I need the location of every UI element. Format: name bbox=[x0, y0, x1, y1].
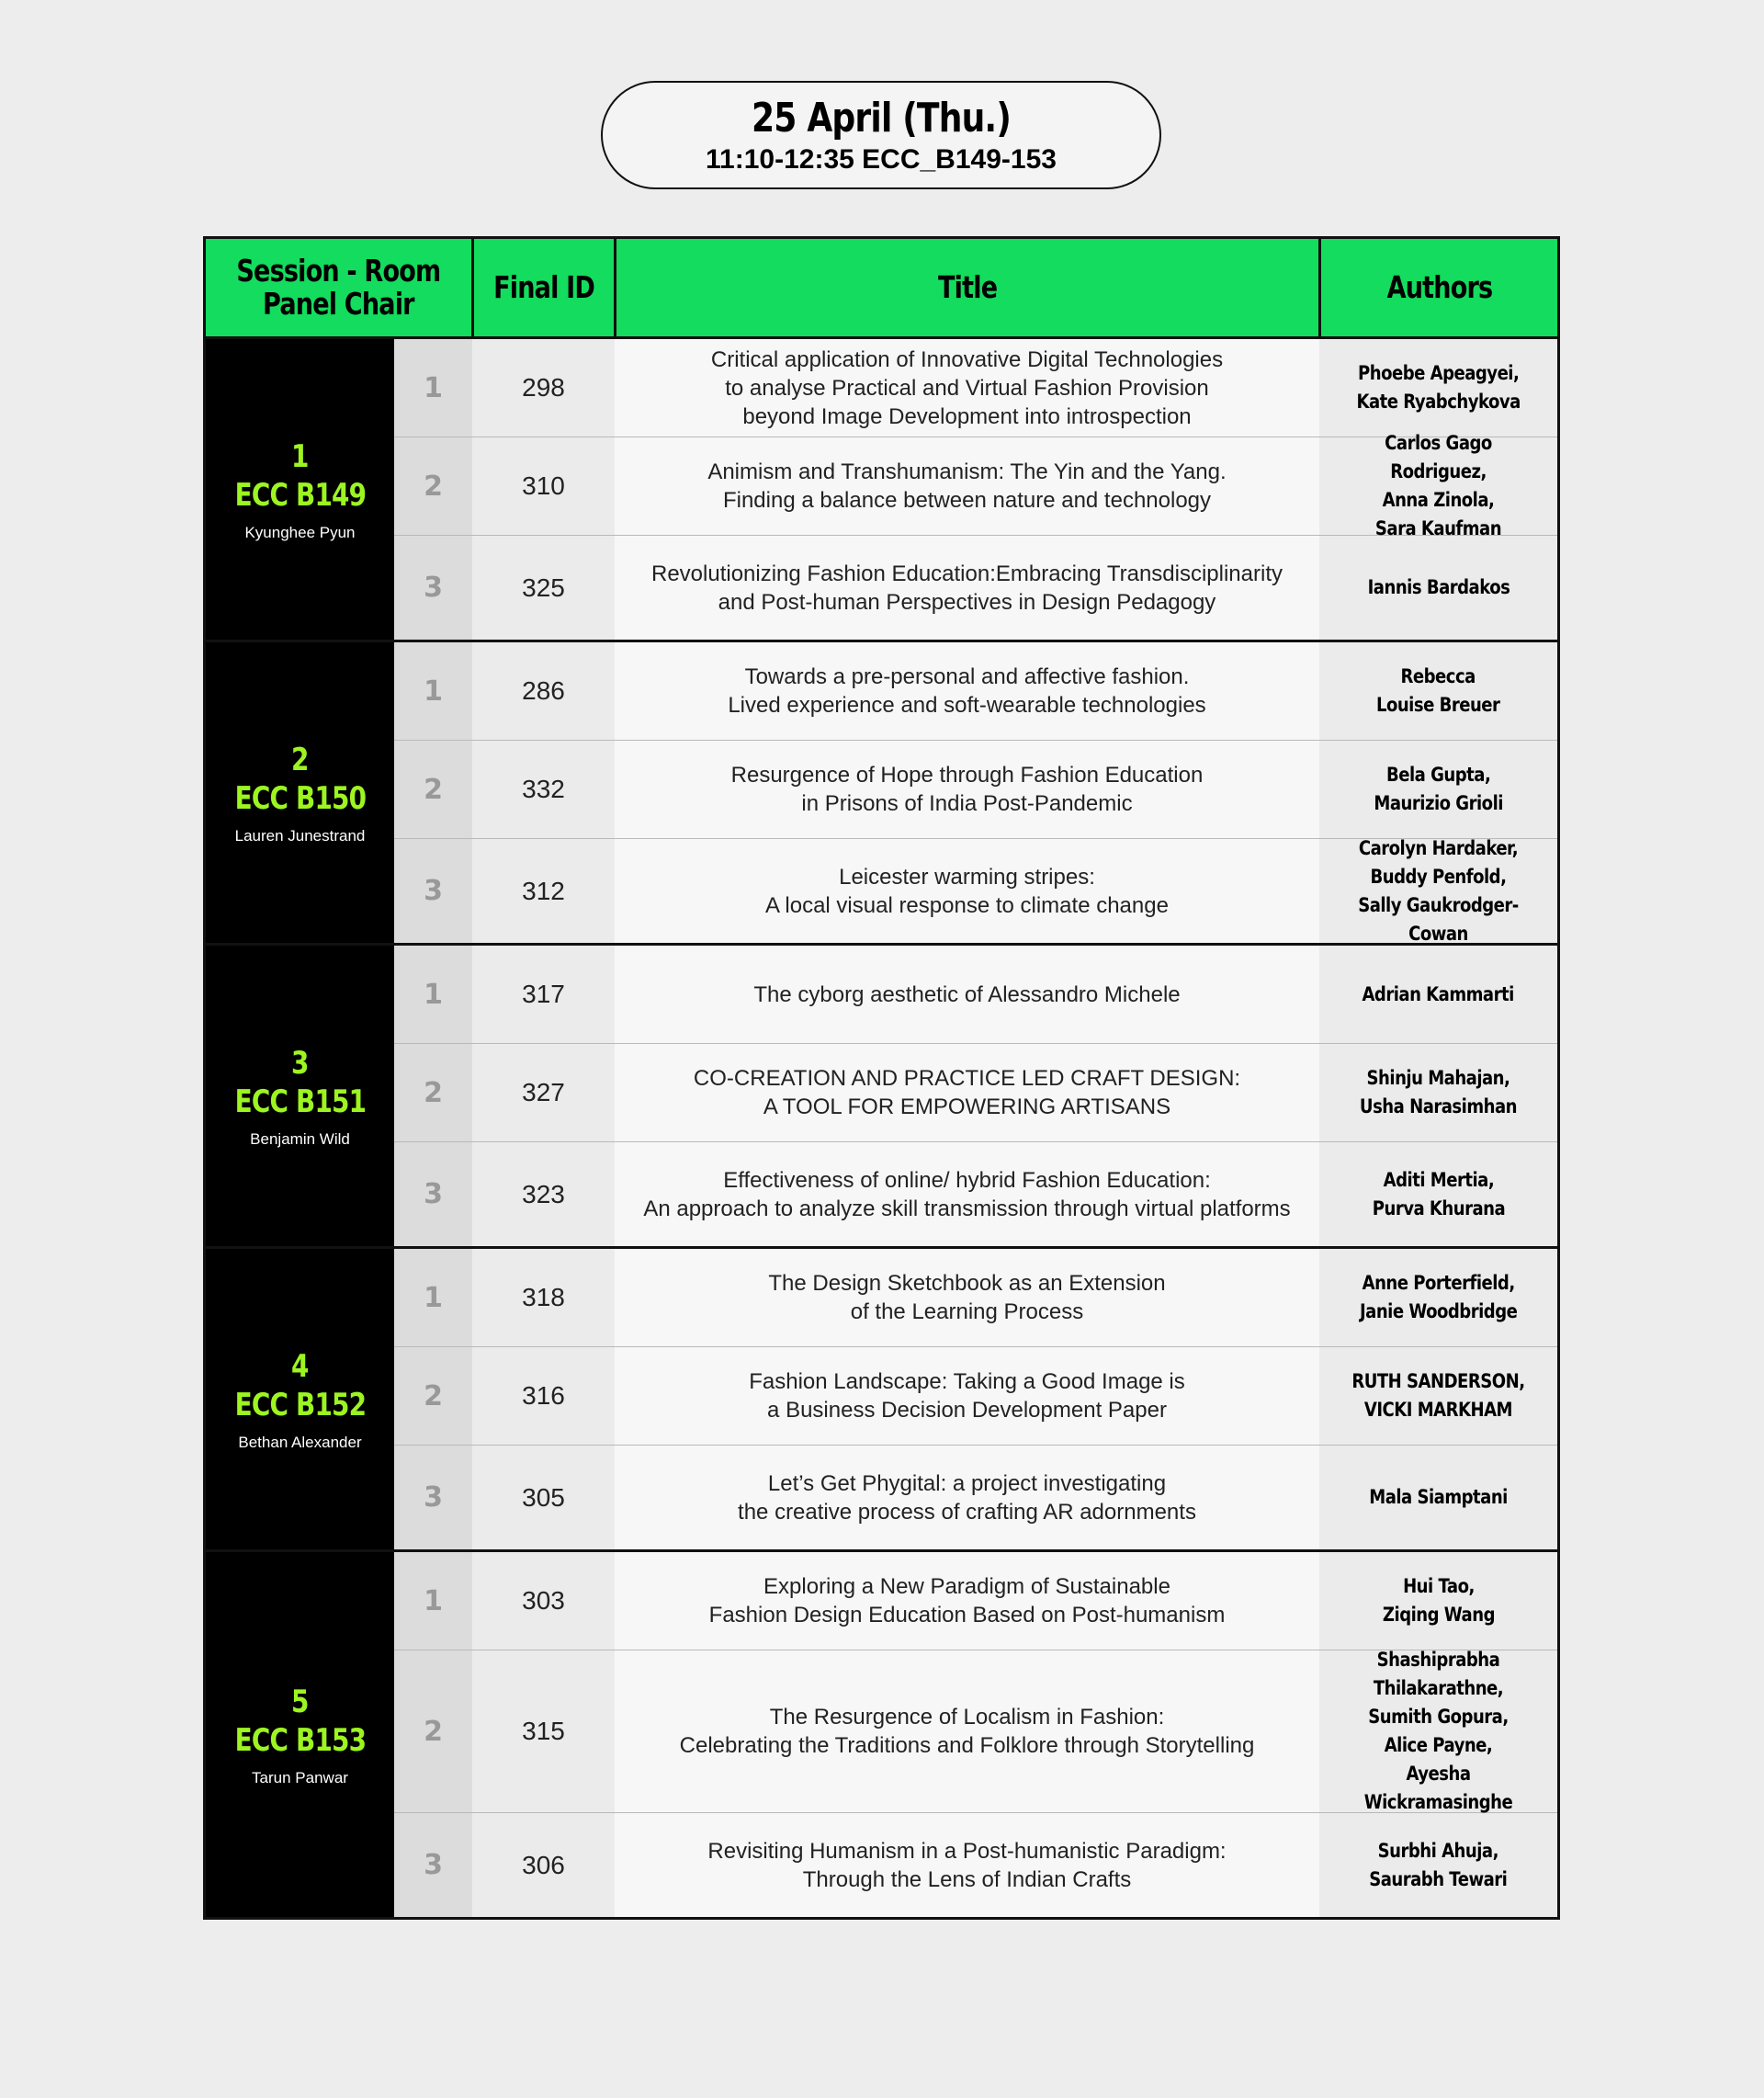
session-info-cell bbox=[206, 1249, 394, 1549]
paper-authors: Hui Tao, Ziqing Wang bbox=[1382, 1575, 1495, 1626]
paper-list bbox=[394, 642, 1557, 943]
paper-order: 2 bbox=[424, 1715, 443, 1748]
final-id: 318 bbox=[522, 1283, 565, 1311]
final-id-cell bbox=[472, 839, 615, 943]
paper-title: Leicester warming stripes: A local visual response to climate change bbox=[765, 864, 1169, 918]
final-id-cell bbox=[472, 1249, 615, 1346]
paper-title-cell bbox=[615, 946, 1319, 1043]
final-id: 327 bbox=[522, 1078, 565, 1106]
final-id-cell bbox=[472, 1446, 615, 1549]
paper-order-cell bbox=[394, 1650, 472, 1812]
paper-order: 3 bbox=[424, 1178, 443, 1210]
paper-list bbox=[394, 339, 1557, 640]
table-row bbox=[394, 836, 1557, 945]
session-room: ECC B149 bbox=[234, 476, 366, 514]
paper-authors-cell bbox=[1319, 1552, 1557, 1650]
table-row bbox=[394, 1813, 1557, 1917]
header-date: 25 April (Thu.) bbox=[752, 95, 1011, 142]
paper-title: CO-CREATION AND PRACTICE LED CRAFT DESIGN: A TOOL FOR EMPOWERING ARTISANS bbox=[693, 1066, 1241, 1119]
paper-authors-cell bbox=[1319, 1044, 1557, 1141]
final-id-cell bbox=[472, 536, 615, 640]
table-header-row bbox=[206, 239, 1557, 336]
final-id: 312 bbox=[522, 876, 565, 905]
table-row bbox=[394, 1044, 1557, 1142]
paper-authors-cell bbox=[1319, 1813, 1557, 1917]
final-id-cell bbox=[472, 1142, 615, 1246]
final-id: 298 bbox=[522, 373, 565, 402]
table-row bbox=[394, 1552, 1557, 1650]
paper-order: 1 bbox=[424, 1281, 443, 1314]
paper-title-cell bbox=[615, 642, 1319, 740]
paper-order-cell bbox=[394, 536, 472, 640]
column-header-session-label: Session - Room Panel Chair bbox=[236, 253, 441, 322]
session-list bbox=[206, 336, 1557, 1917]
paper-title-cell bbox=[615, 1044, 1319, 1141]
paper-title: Revisiting Humanism in a Post-humanistic Paradigm: Through the Lens of Indian Crafts bbox=[707, 1838, 1227, 1892]
paper-order-cell bbox=[394, 1813, 472, 1917]
final-id-cell bbox=[472, 339, 615, 437]
paper-authors: Bela Gupta, Maurizio Grioli bbox=[1374, 764, 1503, 814]
paper-title-cell bbox=[615, 437, 1319, 535]
paper-authors: Carlos Gago Rodriguez, Anna Zinola, Sara Kaufman bbox=[1374, 432, 1502, 539]
final-id: 306 bbox=[522, 1850, 565, 1879]
table-row bbox=[394, 1347, 1557, 1446]
paper-title-cell bbox=[615, 1347, 1319, 1445]
column-header-title bbox=[616, 239, 1321, 336]
paper-order-cell bbox=[394, 1446, 472, 1549]
paper-authors-cell bbox=[1319, 339, 1557, 437]
session-block bbox=[206, 1246, 1557, 1549]
paper-title-cell bbox=[615, 1650, 1319, 1812]
paper-title: The cyborg aesthetic of Alessandro Michele bbox=[753, 981, 1181, 1007]
paper-order: 1 bbox=[424, 675, 443, 708]
final-id: 317 bbox=[522, 980, 565, 1008]
paper-order: 2 bbox=[424, 1379, 443, 1412]
session-room: ECC B153 bbox=[234, 1721, 366, 1759]
final-id-cell bbox=[472, 642, 615, 740]
paper-authors: Mala Siamptani bbox=[1369, 1486, 1508, 1508]
column-header-authors-label: Authors bbox=[1386, 269, 1492, 305]
final-id-cell bbox=[472, 437, 615, 535]
final-id: 310 bbox=[522, 471, 565, 500]
final-id: 286 bbox=[522, 676, 565, 705]
column-header-final-id-label: Final ID bbox=[493, 269, 594, 305]
paper-order-cell bbox=[394, 1142, 472, 1246]
table-row bbox=[394, 1650, 1557, 1813]
paper-title-cell bbox=[615, 339, 1319, 437]
final-id: 303 bbox=[522, 1586, 565, 1615]
session-header bbox=[601, 81, 1161, 189]
session-number: 4 bbox=[291, 1347, 309, 1385]
table-row bbox=[394, 1249, 1557, 1347]
paper-list bbox=[394, 946, 1557, 1246]
paper-order-cell bbox=[394, 839, 472, 943]
final-id: 323 bbox=[522, 1179, 565, 1208]
paper-authors-cell bbox=[1319, 432, 1557, 539]
panel-chair: Tarun Panwar bbox=[252, 1768, 348, 1786]
paper-order-cell bbox=[394, 1249, 472, 1346]
paper-title: Revolutionizing Fashion Education:Embracing Transdisciplinarity and Post-human Perspectives in Design Pedagogy bbox=[650, 561, 1283, 615]
paper-order: 3 bbox=[424, 1849, 443, 1881]
final-id-cell bbox=[472, 1650, 615, 1812]
paper-title: Critical application of Innovative Digital Technologies to analyse Practical and Virtual Fashion Provision beyond Image Development into introspection bbox=[710, 346, 1224, 429]
final-id: 332 bbox=[522, 775, 565, 803]
paper-list bbox=[394, 1249, 1557, 1549]
paper-authors-cell bbox=[1319, 1347, 1557, 1445]
table-row bbox=[394, 432, 1557, 539]
paper-authors: Iannis Bardakos bbox=[1367, 576, 1510, 598]
final-id-cell bbox=[472, 1044, 615, 1141]
session-block bbox=[206, 336, 1557, 640]
session-room: ECC B152 bbox=[234, 1386, 366, 1423]
paper-authors-cell bbox=[1319, 836, 1557, 945]
final-id: 325 bbox=[522, 573, 565, 602]
paper-order: 1 bbox=[424, 371, 443, 404]
panel-chair: Lauren Junestrand bbox=[234, 826, 366, 845]
session-block bbox=[206, 1549, 1557, 1917]
paper-authors-cell bbox=[1319, 1142, 1557, 1246]
session-room: ECC B151 bbox=[234, 1083, 366, 1120]
paper-authors: Rebecca Louise Breuer bbox=[1376, 665, 1500, 716]
panel-chair: Benjamin Wild bbox=[250, 1129, 350, 1148]
paper-title: Effectiveness of online/ hybrid Fashion Education: An approach to analyze skill transmission through virtual platforms bbox=[643, 1167, 1291, 1221]
paper-order-cell bbox=[394, 1044, 472, 1141]
paper-authors: Anne Porterfield, Janie Woodbridge bbox=[1359, 1272, 1518, 1322]
table-row bbox=[394, 1142, 1557, 1246]
paper-title: Fashion Landscape: Taking a Good Image is a Business Decision Development Paper bbox=[749, 1369, 1185, 1423]
table-row bbox=[394, 1446, 1557, 1549]
session-info-cell bbox=[206, 642, 394, 943]
final-id: 305 bbox=[522, 1482, 565, 1512]
paper-authors: Phoebe Apeagyei, Kate Ryabchykova bbox=[1356, 362, 1521, 413]
schedule-table bbox=[203, 236, 1560, 1920]
paper-title-cell bbox=[615, 1446, 1319, 1549]
paper-order-cell bbox=[394, 1347, 472, 1445]
session-number: 5 bbox=[291, 1683, 309, 1720]
paper-order-cell bbox=[394, 339, 472, 437]
paper-authors-cell bbox=[1319, 1249, 1557, 1346]
session-number: 1 bbox=[291, 437, 309, 475]
session-info-cell bbox=[206, 946, 394, 1246]
final-id-cell bbox=[472, 741, 615, 838]
paper-order: 3 bbox=[424, 572, 443, 604]
paper-authors-cell bbox=[1319, 946, 1557, 1043]
final-id-cell bbox=[472, 946, 615, 1043]
paper-order: 3 bbox=[424, 875, 443, 907]
paper-authors: Adrian Kammarti bbox=[1362, 982, 1515, 1005]
session-info-cell bbox=[206, 339, 394, 640]
final-id-cell bbox=[472, 1347, 615, 1445]
paper-order: 2 bbox=[424, 470, 443, 503]
paper-order: 1 bbox=[424, 978, 443, 1011]
paper-title: Resurgence of Hope through Fashion Education in Prisons of India Post-Pandemic bbox=[730, 763, 1204, 816]
paper-authors-cell bbox=[1319, 741, 1557, 838]
paper-authors: Carolyn Hardaker, Buddy Penfold, Sally Gaukrodger-Cowan bbox=[1358, 836, 1519, 945]
paper-authors: Aditi Mertia, Purva Khurana bbox=[1372, 1168, 1505, 1219]
column-header-authors bbox=[1321, 239, 1557, 336]
paper-order: 3 bbox=[424, 1481, 443, 1514]
paper-authors-cell bbox=[1319, 1446, 1557, 1549]
paper-title: Towards a pre-personal and affective fashion. Lived experience and soft-wearable technologies bbox=[728, 664, 1206, 718]
paper-list bbox=[394, 1552, 1557, 1917]
session-room: ECC B150 bbox=[234, 779, 366, 817]
paper-order: 1 bbox=[424, 1584, 443, 1617]
paper-title-cell bbox=[615, 839, 1319, 943]
final-id-cell bbox=[472, 1552, 615, 1650]
paper-order: 2 bbox=[424, 1076, 443, 1109]
session-info-cell bbox=[206, 1552, 394, 1917]
paper-order-cell bbox=[394, 1552, 472, 1650]
panel-chair: Bethan Alexander bbox=[238, 1433, 362, 1451]
paper-title-cell bbox=[615, 536, 1319, 640]
paper-order-cell bbox=[394, 437, 472, 535]
paper-title: The Design Sketchbook as an Extension of the Learning Process bbox=[768, 1271, 1166, 1324]
paper-title: The Resurgence of Localism in Fashion: Celebrating the Traditions and Folklore through Storytelling bbox=[679, 1705, 1255, 1758]
paper-title: Animism and Transhumanism: The Yin and the Yang. Finding a balance between nature and technology bbox=[707, 459, 1227, 513]
table-row bbox=[394, 536, 1557, 640]
column-header-title-label: Title bbox=[937, 269, 998, 305]
paper-order-cell bbox=[394, 741, 472, 838]
paper-title-cell bbox=[615, 1813, 1319, 1917]
paper-authors-cell bbox=[1319, 1650, 1557, 1812]
session-number: 3 bbox=[291, 1044, 309, 1082]
table-row bbox=[394, 741, 1557, 839]
paper-authors: Shashiprabha Thilakarathne, Sumith Gopura, Alice Payne, Ayesha Wickramasinghe bbox=[1363, 1649, 1513, 1813]
paper-authors: Shinju Mahajan, Usha Narasimhan bbox=[1359, 1067, 1518, 1117]
paper-authors-cell bbox=[1319, 642, 1557, 740]
paper-authors-cell bbox=[1319, 536, 1557, 640]
paper-title-cell bbox=[615, 1142, 1319, 1246]
final-id: 316 bbox=[522, 1381, 565, 1410]
session-block bbox=[206, 943, 1557, 1246]
panel-chair: Kyunghee Pyun bbox=[244, 523, 356, 541]
header-time-room: 11:10-12:35 ECC_B149-153 bbox=[706, 144, 1057, 175]
table-row bbox=[394, 946, 1557, 1044]
session-block bbox=[206, 640, 1557, 943]
paper-authors: RUTH SANDERSON, VICKI MARKHAM bbox=[1351, 1370, 1525, 1421]
paper-title-cell bbox=[615, 1249, 1319, 1346]
paper-title: Exploring a New Paradigm of Sustainable Fashion Design Education Based on Post-humanism bbox=[708, 1574, 1226, 1627]
final-id: 315 bbox=[522, 1717, 565, 1745]
paper-title: Let’s Get Phygital: a project investigating the creative process of crafting AR adornments bbox=[738, 1470, 1196, 1525]
paper-title-cell bbox=[615, 741, 1319, 838]
paper-order-cell bbox=[394, 642, 472, 740]
session-number: 2 bbox=[291, 741, 309, 778]
paper-title-cell bbox=[615, 1552, 1319, 1650]
table-row bbox=[394, 339, 1557, 437]
paper-order-cell bbox=[394, 946, 472, 1043]
paper-order: 2 bbox=[424, 773, 443, 806]
column-header-session bbox=[206, 239, 474, 336]
final-id-cell bbox=[472, 1813, 615, 1917]
table-row bbox=[394, 642, 1557, 741]
column-header-final-id bbox=[474, 239, 616, 336]
paper-authors: Surbhi Ahuja, Saurabh Tewari bbox=[1369, 1839, 1508, 1890]
